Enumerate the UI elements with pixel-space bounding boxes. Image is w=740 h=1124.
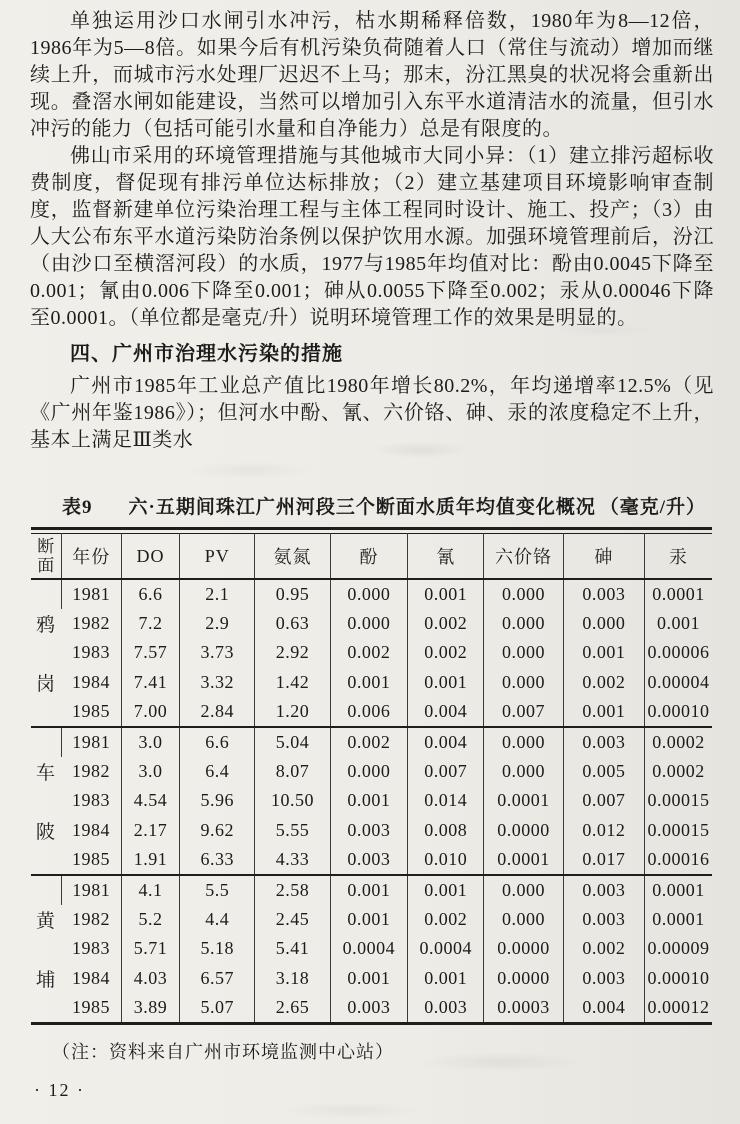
- table-row: [31, 993, 712, 1024]
- value-cell: 0.000: [330, 609, 407, 638]
- value-cell: 2.92: [255, 638, 330, 667]
- page-number: · 12 ·: [34, 1080, 85, 1100]
- column-header-7: 六价铬: [484, 534, 563, 580]
- value-cell: 0.0001: [484, 845, 563, 875]
- value-cell: 10.50: [255, 786, 330, 815]
- value-cell: 5.2: [121, 905, 179, 934]
- value-cell: 0.00004: [645, 668, 712, 697]
- value-cell: 0.017: [563, 845, 644, 875]
- value-cell: 4.4: [180, 905, 255, 934]
- paragraph-guangzhou-output: 广州市1985年工业总产值比1980年增长80.2%，年均递增率12.5%（见《广州年鉴1986》）；但河水中酚、氰、六价铬、砷、汞的浓度稳定不上升，基本上满足Ⅲ类水: [30, 375, 714, 451]
- value-cell: 0.000: [484, 905, 563, 934]
- value-cell: 5.41: [255, 934, 330, 963]
- value-cell: 0.004: [563, 993, 644, 1024]
- value-cell: 0.003: [408, 993, 484, 1024]
- value-cell: 2.65: [255, 993, 330, 1024]
- value-cell: 0.003: [330, 845, 407, 875]
- table-row: [31, 875, 712, 905]
- value-cell: 0.00012: [645, 993, 712, 1024]
- column-header-3: PV: [180, 534, 255, 580]
- value-cell: 0.00015: [645, 816, 712, 845]
- column-header-8: 砷: [563, 534, 644, 580]
- value-cell: 0.0002: [645, 757, 712, 786]
- value-cell: 0.003: [563, 727, 644, 757]
- section-name-char: 车: [36, 763, 56, 784]
- value-cell: 0.007: [563, 786, 644, 815]
- table-row: [31, 786, 712, 815]
- water-quality-table-grid: [31, 533, 712, 1025]
- value-cell: 7.57: [121, 638, 179, 667]
- paragraph-foshan-measures: 佛山市采用的环境管理措施与其他城市大同小异：（1）建立排污超标收费制度，督促现有排污单位达标排放；（2）建立基建项目环境影响审查制度，监督新建单位污染治理工程与主体工程同时设计、施工、投产；（3）由人大公布东平水道污染防治条例以保护饮用水源。加强环境管理前后，汾江（由沙口至横滘河段）的水质，1977与1985年均值对比：酚由0.0045下降至0.001；氰由0.006下降至0.001；砷从0.0055下降至0.002；汞从0.00046下降至0.0001。（单位都是毫克/升）说明环境管理工作的效果是明显的。: [30, 145, 714, 329]
- value-cell: 5.18: [180, 934, 255, 963]
- year-cell: 1984: [71, 671, 110, 692]
- value-cell: 9.62: [180, 816, 255, 845]
- value-cell: 2.1: [180, 579, 255, 609]
- value-cell: 0.003: [563, 875, 644, 905]
- table-row: [31, 638, 712, 667]
- table-row: [31, 845, 712, 875]
- year-cell: 1983: [71, 790, 110, 811]
- value-cell: 0.0001: [645, 905, 712, 934]
- year-cell: 1985: [71, 996, 110, 1017]
- year-cell: 1982: [71, 909, 110, 930]
- value-cell: 3.32: [180, 668, 255, 697]
- value-cell: 1.20: [255, 697, 330, 727]
- value-cell: 4.1: [121, 875, 179, 905]
- section-name-cell: [31, 727, 61, 875]
- section-name-cell: [31, 875, 61, 1024]
- value-cell: 0.0001: [645, 579, 712, 609]
- value-cell: 0.000: [484, 875, 563, 905]
- value-cell: 0.00009: [645, 934, 712, 963]
- section-heading: 四、广州市治理水污染的措施: [70, 343, 343, 365]
- year-cell: 1984: [71, 967, 110, 988]
- value-cell: 0.00010: [645, 964, 712, 993]
- value-cell: 6.4: [180, 757, 255, 786]
- value-cell: 1.91: [121, 845, 179, 875]
- value-cell: 0.002: [330, 727, 407, 757]
- column-header-4: 氨氮: [255, 534, 330, 580]
- value-cell: 0.004: [408, 697, 484, 727]
- year-cell: 1985: [71, 848, 110, 869]
- value-cell: 7.2: [121, 609, 179, 638]
- value-cell: 5.5: [180, 875, 255, 905]
- column-header-2: DO: [121, 534, 179, 580]
- column-header-0: 断面: [31, 534, 61, 580]
- value-cell: 0.002: [408, 609, 484, 638]
- value-cell: 0.012: [563, 816, 644, 845]
- value-cell: 2.45: [255, 905, 330, 934]
- value-cell: 0.001: [330, 786, 407, 815]
- value-cell: 0.0004: [408, 934, 484, 963]
- year-cell: 1981: [61, 579, 121, 609]
- year-cell: 1982: [71, 613, 110, 634]
- section-name-cell: [31, 579, 61, 727]
- value-cell: 0.001: [408, 964, 484, 993]
- water-quality-table: [31, 527, 712, 1025]
- value-cell: 2.9: [180, 609, 255, 638]
- value-cell: 0.0001: [484, 786, 563, 815]
- table-caption: [62, 492, 710, 519]
- value-cell: 3.0: [121, 757, 179, 786]
- table-unit-label: （毫克/升）: [599, 497, 706, 518]
- value-cell: 5.71: [121, 934, 179, 963]
- paragraph-shakou-sluice: 单独运用沙口水闸引水冲污，枯水期稀释倍数，1980年为8—12倍，1986年为5—8倍。如果今后有机污染负荷随着人口（常住与流动）增加而继续上升，而城市污水处理厂迟迟不上马；那末，汾江黑臭的状况将会重新出现。叠滘水闸如能建设，当然可以增加引入东平水道清洁水的流量，但引水冲污的能力（包括可能引水量和自净能力）总是有限度的。: [30, 10, 714, 140]
- value-cell: 6.6: [121, 579, 179, 609]
- value-cell: 0.00016: [645, 845, 712, 875]
- year-cell: 1983: [71, 938, 110, 959]
- value-cell: 0.001: [645, 609, 712, 638]
- value-cell: 0.002: [563, 934, 644, 963]
- value-cell: 0.000: [330, 757, 407, 786]
- year-cell: 1983: [71, 642, 110, 663]
- value-cell: 6.6: [180, 727, 255, 757]
- value-cell: 0.000: [484, 668, 563, 697]
- value-cell: 0.0001: [645, 875, 712, 905]
- table-row: [31, 697, 712, 727]
- value-cell: 0.63: [255, 609, 330, 638]
- year-cell: 1985: [71, 700, 110, 721]
- value-cell: 3.89: [121, 993, 179, 1024]
- section-name-char: 黄: [36, 911, 56, 932]
- value-cell: 0.010: [408, 845, 484, 875]
- value-cell: 0.000: [484, 727, 563, 757]
- value-cell: 0.001: [408, 579, 484, 609]
- table-section-2: [31, 875, 712, 1024]
- value-cell: 0.95: [255, 579, 330, 609]
- value-cell: 0.003: [330, 816, 407, 845]
- value-cell: 0.00010: [645, 697, 712, 727]
- value-cell: 0.0000: [484, 816, 563, 845]
- section-name-char: 陂: [36, 822, 56, 843]
- value-cell: 0.001: [563, 697, 644, 727]
- table-section-1: [31, 727, 712, 875]
- table-row: [31, 964, 712, 993]
- value-cell: 0.001: [563, 638, 644, 667]
- value-cell: 2.58: [255, 875, 330, 905]
- value-cell: 0.003: [330, 993, 407, 1024]
- value-cell: 0.001: [408, 668, 484, 697]
- value-cell: 3.0: [121, 727, 179, 757]
- value-cell: 8.07: [255, 757, 330, 786]
- table-row: [31, 668, 712, 697]
- table-header-row: [31, 534, 712, 580]
- value-cell: 5.07: [180, 993, 255, 1024]
- value-cell: 3.73: [180, 638, 255, 667]
- value-cell: 0.001: [408, 875, 484, 905]
- value-cell: 0.004: [408, 727, 484, 757]
- column-header-1: 年份: [61, 534, 121, 580]
- value-cell: 0.007: [408, 757, 484, 786]
- value-cell: 3.18: [255, 964, 330, 993]
- value-cell: 0.001: [330, 668, 407, 697]
- section-name-char: 岗: [36, 674, 56, 695]
- value-cell: 7.41: [121, 668, 179, 697]
- value-cell: 0.008: [408, 816, 484, 845]
- value-cell: 0.001: [330, 964, 407, 993]
- value-cell: 0.006: [330, 697, 407, 727]
- value-cell: 0.00015: [645, 786, 712, 815]
- column-header-6: 氰: [408, 534, 484, 580]
- table-row: [31, 905, 712, 934]
- value-cell: 0.003: [563, 579, 644, 609]
- value-cell: 0.000: [330, 579, 407, 609]
- value-cell: 0.0000: [484, 964, 563, 993]
- value-cell: 2.84: [180, 697, 255, 727]
- value-cell: 0.001: [330, 875, 407, 905]
- table-section-0: [31, 579, 712, 727]
- value-cell: 7.00: [121, 697, 179, 727]
- value-cell: 0.002: [330, 638, 407, 667]
- value-cell: 0.000: [484, 638, 563, 667]
- value-cell: 5.04: [255, 727, 330, 757]
- value-cell: 0.000: [563, 609, 644, 638]
- value-cell: 0.007: [484, 697, 563, 727]
- value-cell: 6.57: [180, 964, 255, 993]
- value-cell: 0.0002: [645, 727, 712, 757]
- column-header-9: 汞: [645, 534, 712, 580]
- value-cell: 0.014: [408, 786, 484, 815]
- table-row: [31, 727, 712, 757]
- value-cell: 6.33: [180, 845, 255, 875]
- section-name-char: 鸦: [36, 615, 56, 636]
- value-cell: 0.0003: [484, 993, 563, 1024]
- value-cell: 0.000: [484, 757, 563, 786]
- column-header-5: 酚: [330, 534, 407, 580]
- table-row: [31, 816, 712, 845]
- table-title-text: 六·五期间珠江广州河段三个断面水质年均值变化概况: [128, 497, 596, 518]
- value-cell: 0.00006: [645, 638, 712, 667]
- section-name-char: 埔: [36, 970, 56, 991]
- year-cell: 1981: [61, 875, 121, 905]
- year-cell: 1982: [71, 761, 110, 782]
- value-cell: 0.001: [330, 905, 407, 934]
- table-source-note: （注：资料来自广州市环境监测中心站）: [52, 1042, 394, 1062]
- value-cell: 0.003: [563, 964, 644, 993]
- value-cell: 0.005: [563, 757, 644, 786]
- value-cell: 0.0004: [330, 934, 407, 963]
- value-cell: 0.002: [563, 668, 644, 697]
- table-label: 表9: [62, 497, 93, 518]
- year-cell: 1984: [71, 819, 110, 840]
- value-cell: 4.54: [121, 786, 179, 815]
- value-cell: 0.000: [484, 579, 563, 609]
- value-cell: 0.0000: [484, 934, 563, 963]
- value-cell: 2.17: [121, 816, 179, 845]
- value-cell: 0.002: [408, 638, 484, 667]
- value-cell: 1.42: [255, 668, 330, 697]
- value-cell: 0.003: [563, 905, 644, 934]
- value-cell: 0.000: [484, 609, 563, 638]
- value-cell: 5.55: [255, 816, 330, 845]
- value-cell: 0.002: [408, 905, 484, 934]
- table-row: [31, 609, 712, 638]
- table-row: [31, 579, 712, 609]
- value-cell: 4.33: [255, 845, 330, 875]
- table-row: [31, 757, 712, 786]
- value-cell: 4.03: [121, 964, 179, 993]
- table-row: [31, 934, 712, 963]
- value-cell: 5.96: [180, 786, 255, 815]
- year-cell: 1981: [61, 727, 121, 757]
